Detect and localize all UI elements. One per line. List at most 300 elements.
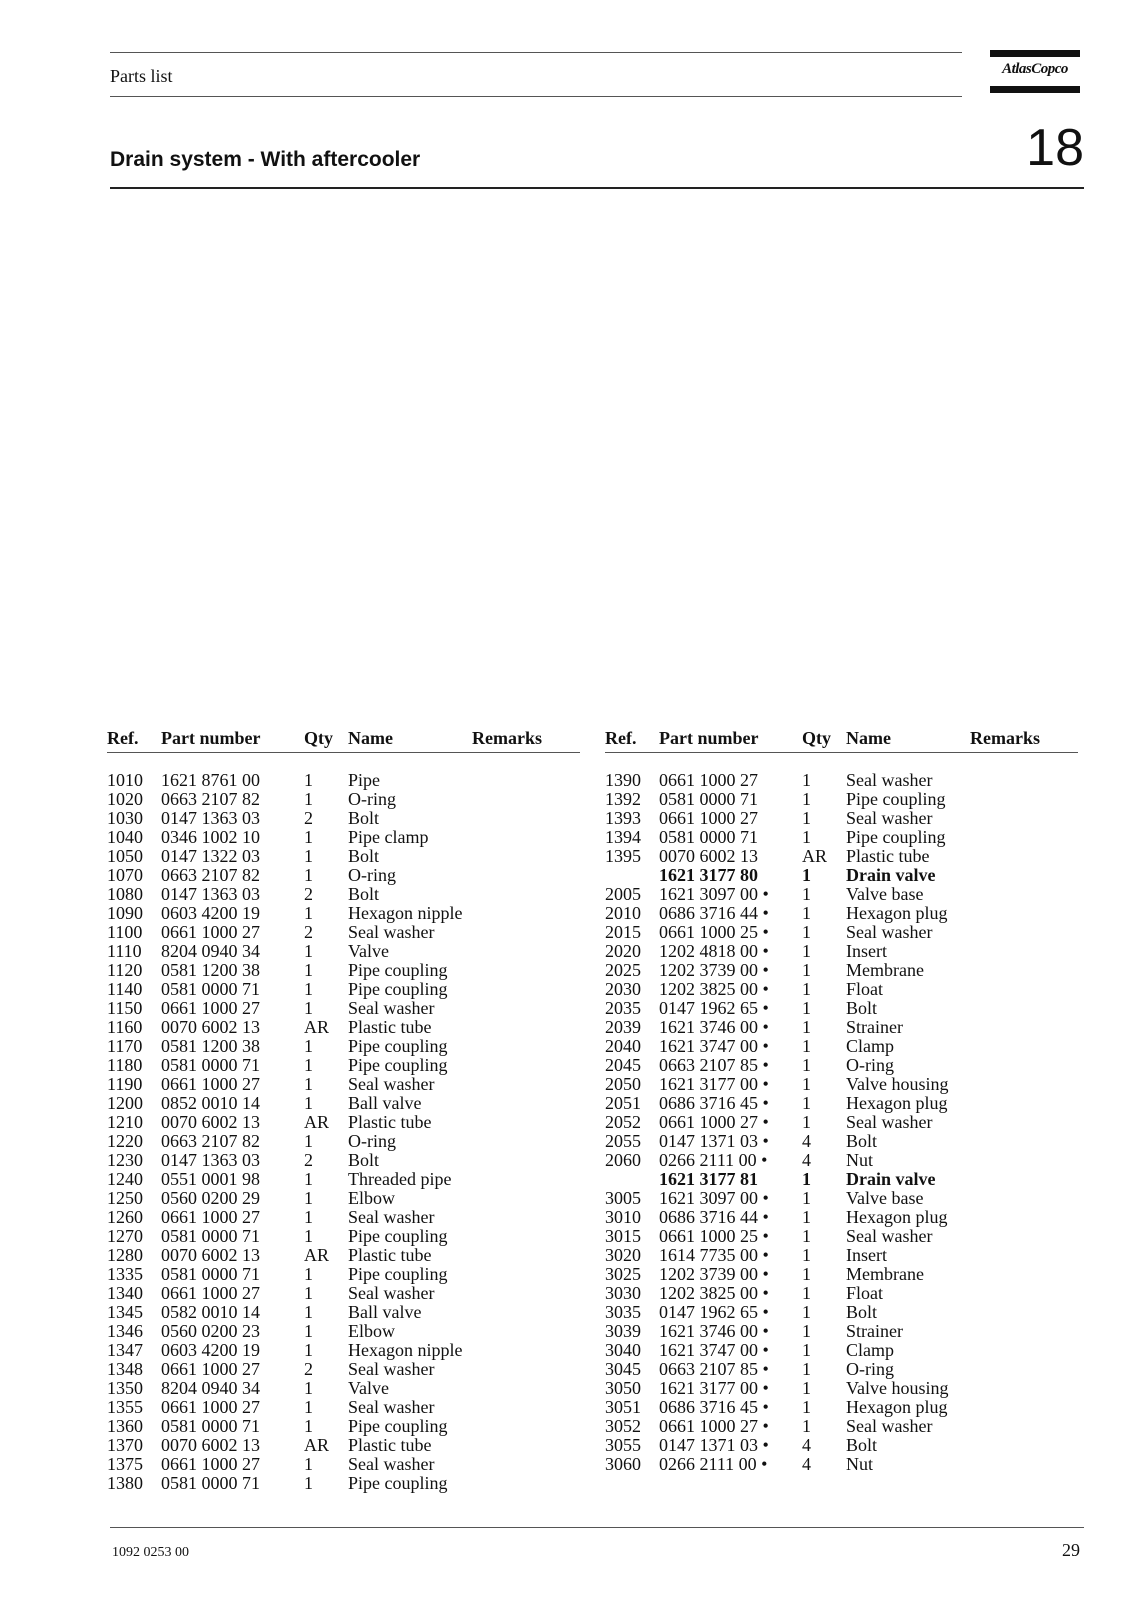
table-row — [605, 1360, 1078, 1379]
table-row — [107, 1265, 580, 1284]
cell-name: Bolt — [846, 1435, 878, 1455]
cell-remarks — [970, 866, 1078, 885]
cell-ref: 3051 — [605, 1397, 641, 1417]
cell-ref: 1140 — [107, 979, 143, 999]
cell-part-number: 1202 4818 00 • — [659, 941, 769, 961]
cell-remarks — [970, 1284, 1078, 1303]
cell-remarks — [472, 866, 580, 885]
table-row — [107, 1037, 580, 1056]
cell-remarks — [970, 828, 1078, 847]
cell-name: Clamp — [846, 1036, 894, 1056]
cell-part-number: 0581 0000 71 — [659, 789, 758, 809]
cell-ref: 1050 — [107, 846, 143, 866]
cell-qty: 1 — [304, 1283, 313, 1303]
cell-part-number: 1621 3177 00 • — [659, 1378, 769, 1398]
cell-ref: 1380 — [107, 1473, 143, 1493]
cell-ref: 1375 — [107, 1454, 143, 1474]
table-row — [605, 1303, 1078, 1322]
table-row — [605, 1265, 1078, 1284]
cell-part-number: 0266 2111 00 • — [659, 1454, 768, 1474]
cell-name: Hexagon plug — [846, 903, 948, 923]
col-header-part-number: Part number — [659, 729, 802, 753]
cell-remarks — [472, 753, 580, 791]
cell-ref: 1392 — [605, 789, 641, 809]
logo-wordmark: AtlasCopco — [1002, 61, 1068, 77]
cell-remarks — [472, 1436, 580, 1455]
cell-remarks — [472, 1037, 580, 1056]
cell-part-number: 0686 3716 44 • — [659, 1207, 769, 1227]
cell-ref: 2010 — [605, 903, 641, 923]
cell-part-number: 0661 1000 25 • — [659, 922, 769, 942]
cell-remarks — [472, 961, 580, 980]
cell-qty: 1 — [304, 865, 313, 885]
cell-name: Pipe coupling — [348, 1416, 448, 1436]
table-row — [605, 828, 1078, 847]
table-row — [605, 1284, 1078, 1303]
cell-remarks — [970, 809, 1078, 828]
cell-ref: 2005 — [605, 884, 641, 904]
table-row — [107, 1455, 580, 1474]
cell-name: Pipe coupling — [846, 789, 946, 809]
atlas-copco-logo — [990, 50, 1080, 94]
cell-part-number: 0147 1371 03 • — [659, 1131, 769, 1151]
parts-table-right — [605, 729, 1078, 1474]
cell-name: Pipe coupling — [348, 1055, 448, 1075]
cell-name: Hexagon plug — [846, 1207, 948, 1227]
cell-part-number: 0070 6002 13 — [659, 846, 758, 866]
cell-ref: 3010 — [605, 1207, 641, 1227]
cell-remarks — [970, 1436, 1078, 1455]
cell-qty: 1 — [304, 1321, 313, 1341]
cell-part-number: 0581 1200 38 — [161, 960, 260, 980]
cell-remarks — [970, 904, 1078, 923]
cell-remarks — [472, 1018, 580, 1037]
cell-part-number: 0582 0010 14 — [161, 1302, 260, 1322]
cell-part-number: 0560 0200 23 — [161, 1321, 260, 1341]
table-row — [605, 1227, 1078, 1246]
table-row — [605, 923, 1078, 942]
cell-ref: 2020 — [605, 941, 641, 961]
cell-part-number: 0661 1000 27 — [161, 1283, 260, 1303]
cell-remarks — [472, 847, 580, 866]
cell-name: Pipe coupling — [846, 827, 946, 847]
table-row — [605, 809, 1078, 828]
cell-ref: 1395 — [605, 846, 641, 866]
cell-qty: 1 — [304, 979, 313, 999]
cell-name: Bolt — [846, 1302, 878, 1322]
table-row — [605, 1455, 1078, 1474]
cell-qty: 1 — [802, 789, 811, 809]
cell-part-number: 0560 0200 29 — [161, 1188, 260, 1208]
cell-ref — [605, 1170, 659, 1189]
cell-name: Valve housing — [846, 1378, 949, 1398]
cell-part-number: 0147 1322 03 — [161, 846, 260, 866]
cell-name: Drain valve — [846, 1169, 936, 1189]
table-row — [605, 1094, 1078, 1113]
cell-remarks — [472, 1246, 580, 1265]
cell-remarks — [472, 1208, 580, 1227]
cell-remarks — [472, 1227, 580, 1246]
table-row — [107, 1436, 580, 1455]
logo-top-bar — [990, 50, 1080, 57]
cell-ref: 3060 — [605, 1454, 641, 1474]
table-row — [107, 1398, 580, 1417]
cell-part-number: 1621 3097 00 • — [659, 1188, 769, 1208]
cell-remarks — [472, 904, 580, 923]
cell-part-number: 0581 0000 71 — [161, 1416, 260, 1436]
cell-qty: 1 — [304, 998, 313, 1018]
cell-qty: AR — [304, 1435, 330, 1455]
cell-ref: 1260 — [107, 1207, 143, 1227]
cell-name: Plastic tube — [348, 1112, 432, 1132]
cell-name: Strainer — [846, 1017, 903, 1037]
cell-qty: AR — [304, 1017, 330, 1037]
cell-qty: 1 — [304, 1093, 313, 1113]
cell-qty: 1 — [304, 1036, 313, 1056]
cell-part-number: 0663 2107 85 • — [659, 1055, 769, 1075]
cell-ref: 1150 — [107, 998, 143, 1018]
cell-ref: 2039 — [605, 1017, 641, 1037]
cell-part-number: 0661 1000 27 — [161, 998, 260, 1018]
cell-qty: 2 — [304, 1359, 313, 1379]
cell-ref: 1190 — [107, 1074, 143, 1094]
cell-remarks — [970, 999, 1078, 1018]
table-row — [107, 1303, 580, 1322]
cell-part-number: 0663 2107 82 — [161, 865, 260, 885]
cell-name: Seal washer — [846, 808, 933, 828]
cell-name: Hexagon nipple — [348, 903, 463, 923]
cell-ref: 1280 — [107, 1245, 143, 1265]
cell-part-number: 0147 1962 65 • — [659, 998, 769, 1018]
cell-part-number: 8204 0940 34 — [161, 941, 260, 961]
cell-part-number: 0581 0000 71 — [659, 827, 758, 847]
cell-qty: 1 — [802, 1302, 811, 1322]
cell-name: Drain valve — [846, 865, 936, 885]
cell-qty: 2 — [304, 1150, 313, 1170]
cell-part-number: 1621 3177 81 — [659, 1169, 758, 1189]
cell-part-number: 0686 3716 44 • — [659, 903, 769, 923]
cell-ref: 1360 — [107, 1416, 143, 1436]
cell-qty: 1 — [802, 903, 811, 923]
cell-qty: 1 — [802, 1207, 811, 1227]
cell-ref: 3005 — [605, 1188, 641, 1208]
cell-qty: 1 — [304, 1207, 313, 1227]
cell-remarks — [970, 1398, 1078, 1417]
col-header-remarks: Remarks — [970, 729, 1078, 753]
cell-ref: 1020 — [107, 789, 143, 809]
cell-ref: 1230 — [107, 1150, 143, 1170]
table-row — [605, 1189, 1078, 1208]
cell-qty: 1 — [802, 979, 811, 999]
cell-ref: 3045 — [605, 1359, 641, 1379]
cell-qty: 1 — [304, 1169, 313, 1189]
cell-part-number: 0663 2107 82 — [161, 1131, 260, 1151]
cell-name: Valve housing — [846, 1074, 949, 1094]
cell-part-number: 0661 1000 27 • — [659, 1416, 769, 1436]
cell-part-number: 0686 3716 45 • — [659, 1093, 769, 1113]
cell-remarks — [472, 828, 580, 847]
cell-part-number: 0663 2107 82 — [161, 789, 260, 809]
table-row — [605, 1341, 1078, 1360]
cell-name: Ball valve — [348, 1302, 422, 1322]
footer-rule — [110, 1527, 1084, 1528]
cell-qty: 1 — [304, 1055, 313, 1075]
cell-qty: 1 — [802, 1321, 811, 1341]
table-row — [107, 980, 580, 999]
table-row — [605, 904, 1078, 923]
cell-part-number: 1202 3825 00 • — [659, 979, 769, 999]
cell-qty: 4 — [802, 1131, 811, 1151]
cell-name: Elbow — [348, 1321, 395, 1341]
cell-remarks — [970, 1379, 1078, 1398]
parts-table-left-body — [107, 753, 580, 1494]
cell-name: Hexagon nipple — [348, 1340, 463, 1360]
cell-qty: 4 — [802, 1435, 811, 1455]
cell-part-number: 0661 1000 27 — [161, 1207, 260, 1227]
table-row — [605, 1018, 1078, 1037]
cell-ref: 1350 — [107, 1378, 143, 1398]
cell-part-number: 0661 1000 25 • — [659, 1226, 769, 1246]
cell-remarks — [472, 1341, 580, 1360]
table-row — [605, 1113, 1078, 1132]
cell-remarks — [970, 942, 1078, 961]
cell-remarks — [970, 790, 1078, 809]
cell-remarks — [472, 980, 580, 999]
cell-remarks — [472, 1284, 580, 1303]
cell-ref: 2035 — [605, 998, 641, 1018]
cell-qty: 1 — [304, 1378, 313, 1398]
table-row — [107, 1227, 580, 1246]
cell-ref: 1120 — [107, 960, 143, 980]
table-row — [107, 1056, 580, 1075]
table-row — [605, 885, 1078, 904]
cell-qty: 1 — [802, 865, 811, 885]
cell-name: Membrane — [846, 960, 924, 980]
cell-name: Bolt — [846, 998, 878, 1018]
cell-name: Pipe coupling — [348, 1473, 448, 1493]
cell-ref: 2051 — [605, 1093, 641, 1113]
cell-qty: 1 — [304, 960, 313, 980]
cell-name: Nut — [846, 1150, 873, 1170]
cell-remarks — [472, 790, 580, 809]
cell-remarks — [970, 1455, 1078, 1474]
cell-part-number: 0346 1002 10 — [161, 827, 260, 847]
cell-ref: 1170 — [107, 1036, 143, 1056]
cell-name: Valve — [348, 941, 389, 961]
cell-ref: 1355 — [107, 1397, 143, 1417]
cell-remarks — [970, 1113, 1078, 1132]
cell-qty: 2 — [304, 922, 313, 942]
cell-part-number: 0581 0000 71 — [161, 1055, 260, 1075]
cell-qty: 1 — [304, 1416, 313, 1436]
cell-qty: 1 — [304, 789, 313, 809]
cell-name: O-ring — [348, 1131, 396, 1151]
cell-ref: 3052 — [605, 1416, 641, 1436]
table-row — [605, 866, 1078, 885]
cell-part-number: 1621 3177 00 • — [659, 1074, 769, 1094]
cell-qty: 1 — [802, 1017, 811, 1037]
table-row — [605, 1170, 1078, 1189]
footer-page-number: 29 — [1062, 1540, 1080, 1560]
parts-table-left — [107, 729, 580, 1493]
cell-name: Seal washer — [348, 998, 435, 1018]
cell-remarks — [472, 1265, 580, 1284]
table-row — [605, 980, 1078, 999]
table-row — [107, 1170, 580, 1189]
cell-name: Pipe coupling — [348, 979, 448, 999]
cell-qty: 1 — [802, 1112, 811, 1132]
table-row — [605, 1398, 1078, 1417]
cell-ref: 2045 — [605, 1055, 641, 1075]
cell-remarks — [970, 980, 1078, 999]
table-row — [107, 1341, 580, 1360]
cell-name: Seal washer — [846, 1112, 933, 1132]
cell-qty: 2 — [304, 808, 313, 828]
cell-part-number: 0070 6002 13 — [161, 1245, 260, 1265]
cell-ref: 1370 — [107, 1435, 143, 1455]
cell-remarks — [970, 1322, 1078, 1341]
table-row — [107, 1189, 580, 1208]
table-row — [605, 1056, 1078, 1075]
cell-remarks — [970, 1151, 1078, 1170]
cell-part-number: 0661 1000 27 — [161, 1397, 260, 1417]
cell-remarks — [472, 1322, 580, 1341]
table-row — [107, 790, 580, 809]
cell-ref: 1250 — [107, 1188, 143, 1208]
table-row — [605, 1151, 1078, 1170]
cell-part-number: 0603 4200 19 — [161, 1340, 260, 1360]
cell-part-number: 0661 1000 27 — [161, 1454, 260, 1474]
cell-name: Seal washer — [846, 1226, 933, 1246]
cell-qty: 1 — [802, 1378, 811, 1398]
cell-name: Seal washer — [846, 770, 933, 790]
cell-qty: 1 — [802, 1264, 811, 1284]
table-row — [107, 1094, 580, 1113]
cell-part-number: 0661 1000 27 — [659, 770, 758, 790]
cell-part-number: 0147 1363 03 — [161, 884, 260, 904]
cell-ref: 1160 — [107, 1017, 143, 1037]
cell-remarks — [970, 1189, 1078, 1208]
cell-name: Float — [846, 979, 884, 999]
table-row — [605, 961, 1078, 980]
cell-name: Bolt — [348, 808, 380, 828]
cell-ref: 1080 — [107, 884, 143, 904]
cell-name: Insert — [846, 1245, 887, 1265]
cell-name: O-ring — [846, 1055, 894, 1075]
logo-bottom-bar — [990, 86, 1080, 93]
cell-ref: 3020 — [605, 1245, 641, 1265]
table-row — [605, 1208, 1078, 1227]
table-row — [107, 885, 580, 904]
table-row — [107, 1379, 580, 1398]
cell-name: Pipe clamp — [348, 827, 429, 847]
cell-remarks — [970, 1037, 1078, 1056]
table-row — [107, 866, 580, 885]
cell-name: Seal washer — [348, 1283, 435, 1303]
cell-remarks — [970, 1360, 1078, 1379]
cell-qty: 1 — [304, 1264, 313, 1284]
cell-ref: 1347 — [107, 1340, 143, 1360]
cell-part-number: 0661 1000 27 — [161, 1074, 260, 1094]
cell-qty: 1 — [802, 884, 811, 904]
cell-part-number: 0663 2107 85 • — [659, 1359, 769, 1379]
cell-part-number: 1621 3746 00 • — [659, 1017, 769, 1037]
table-row — [605, 847, 1078, 866]
cell-ref: 1210 — [107, 1112, 143, 1132]
cell-qty: 1 — [802, 1093, 811, 1113]
table-row — [107, 1075, 580, 1094]
cell-ref: 1030 — [107, 808, 143, 828]
table-row — [605, 1246, 1078, 1265]
cell-name: Bolt — [348, 884, 380, 904]
cell-part-number: 0266 2111 00 • — [659, 1150, 768, 1170]
cell-qty: 4 — [802, 1150, 811, 1170]
table-row — [107, 1322, 580, 1341]
cell-ref: 1335 — [107, 1264, 143, 1284]
table-row — [107, 1132, 580, 1151]
table-row — [605, 1379, 1078, 1398]
cell-qty: 1 — [802, 1283, 811, 1303]
cell-remarks — [970, 961, 1078, 980]
cell-ref: 1393 — [605, 808, 641, 828]
cell-remarks — [472, 1417, 580, 1436]
col-header-name: Name — [348, 729, 472, 753]
cell-remarks — [472, 1398, 580, 1417]
cell-remarks — [472, 999, 580, 1018]
cell-qty: 1 — [304, 846, 313, 866]
cell-remarks — [472, 1113, 580, 1132]
cell-name: Seal washer — [846, 922, 933, 942]
cell-part-number: 0147 1363 03 — [161, 808, 260, 828]
cell-remarks — [472, 1094, 580, 1113]
cell-part-number: 1621 3747 00 • — [659, 1036, 769, 1056]
table-row — [107, 1417, 580, 1436]
cell-qty: 1 — [304, 770, 313, 790]
cell-ref: 1346 — [107, 1321, 143, 1341]
cell-name: Pipe coupling — [348, 960, 448, 980]
table-row — [107, 1151, 580, 1170]
cell-part-number: 0070 6002 13 — [161, 1017, 260, 1037]
col-header-part-number: Part number — [161, 729, 304, 753]
chapter-number: 18 — [1026, 119, 1084, 177]
cell-ref: 1240 — [107, 1169, 143, 1189]
cell-qty: AR — [304, 1245, 330, 1265]
cell-remarks — [472, 1132, 580, 1151]
cell-name: Valve base — [846, 884, 924, 904]
cell-name: Float — [846, 1283, 884, 1303]
table-row — [605, 753, 1078, 791]
table-row — [107, 999, 580, 1018]
table-row — [605, 1132, 1078, 1151]
cell-qty: 1 — [304, 1340, 313, 1360]
cell-qty: 1 — [304, 941, 313, 961]
cell-qty: 1 — [802, 1169, 811, 1189]
table-row — [605, 999, 1078, 1018]
cell-part-number: 0581 0000 71 — [161, 1473, 260, 1493]
cell-part-number: 0603 4200 19 — [161, 903, 260, 923]
cell-ref: 1270 — [107, 1226, 143, 1246]
table-row — [605, 1417, 1078, 1436]
cell-name: Seal washer — [348, 1207, 435, 1227]
cell-qty: 1 — [802, 1226, 811, 1246]
cell-remarks — [472, 1056, 580, 1075]
cell-remarks — [472, 1170, 580, 1189]
cell-ref: 2030 — [605, 979, 641, 999]
cell-remarks — [472, 1474, 580, 1493]
cell-qty: 1 — [304, 1454, 313, 1474]
cell-name: Plastic tube — [348, 1245, 432, 1265]
col-header-ref: Ref. — [605, 729, 659, 753]
